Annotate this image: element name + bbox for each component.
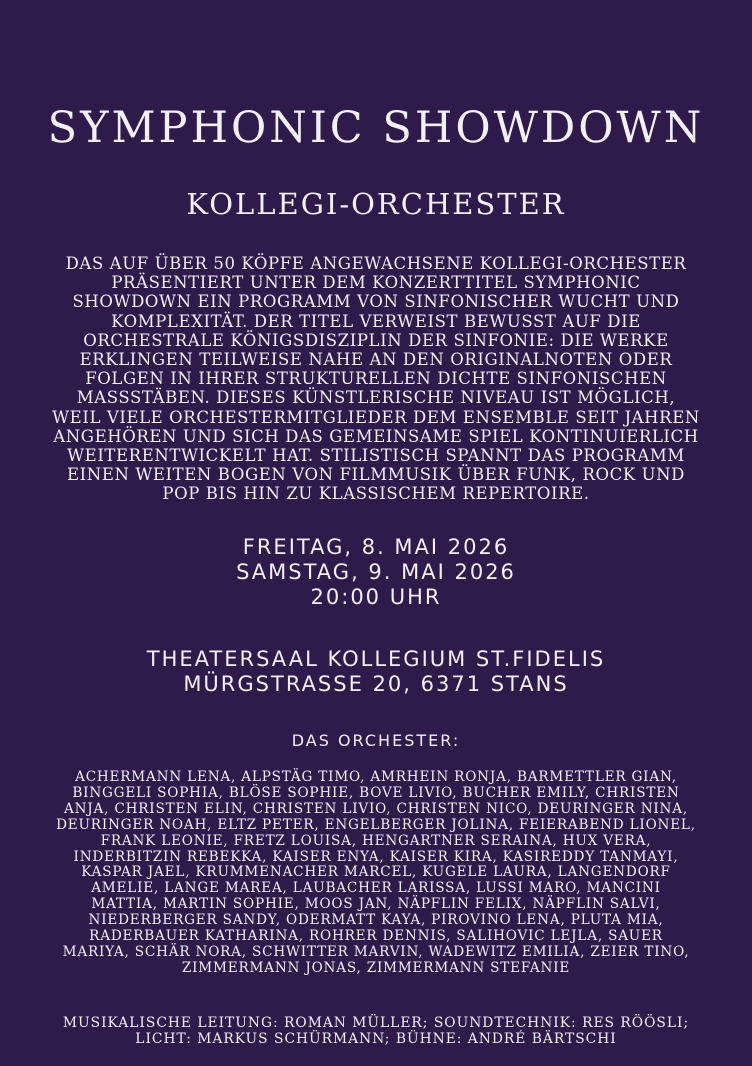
members-line: MARIYA, SCHÄR NORA, SCHWITTER MARVIN, WADEWITZ EMILIA, ZEIER TINO, bbox=[62, 943, 690, 960]
description-line: KOMPLEXITÄT. DER TITEL VERWEIST BEWUSST AUF DIE bbox=[111, 311, 641, 331]
description-line: WEITERENTWICKELT HAT. STILISTISCH SPANNT DAS PROGRAMM bbox=[67, 446, 685, 466]
members-line: DEURINGER NOAH, ELTZ PETER, ENGELBERGER JOLINA, FEIERABEND LIONEL, bbox=[56, 816, 696, 833]
description-line: ORCHESTRALE KÖNIGSDISZIPLIN DER SINFONIE: DIE WERKE bbox=[83, 330, 669, 350]
ensemble-name: KOLLEGI-ORCHESTER bbox=[186, 187, 566, 221]
members-line: KASPAR JAEL, KRUMMENACHER MARCEL, KUGELE LAURA, LANGENDORF bbox=[81, 864, 671, 881]
members-line: BINGGELI SOPHIA, BLÖSE SOPHIE, BOVE LIVIO, BUCHER EMILY, CHRISTEN bbox=[72, 784, 680, 801]
venue-address: MÜRGSTRASSE 20, 6371 STANS bbox=[183, 672, 569, 696]
members-line: FRANK LEONIE, FRETZ LOUISA, HENGARTNER SERAINA, HUX VERA, bbox=[100, 832, 652, 849]
description-line: ERKLINGEN TEILWEISE NAHE AN DEN ORIGINALNOTEN ODER bbox=[79, 350, 673, 370]
date-first-concert: FREITAG, 8. MAI 2026 bbox=[242, 535, 510, 559]
orchestra-members bbox=[14, 770, 738, 977]
credits-line: LICHT: MARKUS SCHÜRMANN; BÜHNE: ANDRÉ BÄRTSCHI bbox=[135, 1030, 617, 1047]
concert-time: 20:00 UHR bbox=[310, 585, 442, 609]
members-line: INDERBITZIN REBEKKA, KAISER ENYA, KAISER KIRA, KASIREDDY TANMAYI, bbox=[73, 848, 679, 865]
members-line: MATTIA, MARTIN SOPHIE, MOOS JAN, NÄPFLIN FELIX, NÄPFLIN SALVI, bbox=[91, 896, 661, 913]
members-line: RADERBAUER KATHARINA, ROHRER DENNIS, SALIHOVIC LEJLA, SAUER bbox=[89, 928, 663, 945]
description-line: FOLGEN IN IHRER STRUKTURELLEN DICHTE SINFONISCHEN bbox=[85, 369, 667, 389]
members-line: ZIMMERMANN JONAS, ZIMMERMANN STEFANIE bbox=[181, 959, 571, 976]
description-line: ANGEHÖREN UND SICH DAS GEMEINSAME SPIEL KONTINUIERLICH bbox=[53, 426, 699, 446]
venue bbox=[0, 647, 752, 697]
description-line: MASSSTÄBEN. DIESES KÜNSTLERISCHE NIVEAU IST MÖGLICH, bbox=[76, 388, 676, 408]
venue-name: THEATERSAAL KOLLEGIUM ST.FIDELIS bbox=[146, 647, 606, 671]
orchestra-heading: DAS ORCHESTER: bbox=[291, 731, 461, 750]
concert-description bbox=[12, 254, 740, 504]
members-line: ACHERMANN LENA, ALPSTÄG TIMO, AMRHEIN RONJA, BARMETTLER GIAN, bbox=[75, 769, 677, 785]
members-line: AMELIE, LANGE MAREA, LAUBACHER LARISSA, LUSSI MARO, MANCINI bbox=[91, 880, 661, 897]
members-line: ANJA, CHRISTEN ELIN, CHRISTEN LIVIO, CHRISTEN NICO, DEURINGER NINA, bbox=[64, 800, 688, 817]
description-line: WEIL VIELE ORCHESTERMITGLIEDER DEM ENSEMBLE SEIT JAHREN bbox=[52, 407, 700, 427]
concert-dates bbox=[0, 535, 752, 610]
credits-line: MUSIKALISCHE LEITUNG: ROMAN MÜLLER; SOUNDTECHNIK: RES RÖÖSLI; bbox=[62, 1015, 690, 1031]
poster-title: SYMPHONIC SHOWDOWN bbox=[47, 103, 705, 153]
members-line: NIEDERBERGER SANDY, ODERMATT KAYA, PIROVINO LENA, PLUTA MIA, bbox=[88, 912, 664, 929]
description-line: DAS AUF ÜBER 50 KÖPFE ANGEWACHSENE KOLLEGI-ORCHESTER bbox=[65, 254, 687, 273]
description-line: EINEN WEITEN BOGEN VON FILMMUSIK ÜBER FUNK, ROCK UND bbox=[67, 465, 685, 485]
date-second-concert: SAMSTAG, 9. MAI 2026 bbox=[236, 560, 516, 584]
description-line: PRÄSENTIERT UNTER DEM KONZERTTITEL SYMPHONIC bbox=[111, 273, 641, 293]
production-credits bbox=[20, 1016, 732, 1047]
description-line: POP BIS HIN ZU KLASSISCHEM REPERTOIRE. bbox=[162, 484, 590, 504]
description-line: SHOWDOWN EIN PROGRAMM VON SINFONISCHER WUCHT UND bbox=[72, 292, 680, 312]
